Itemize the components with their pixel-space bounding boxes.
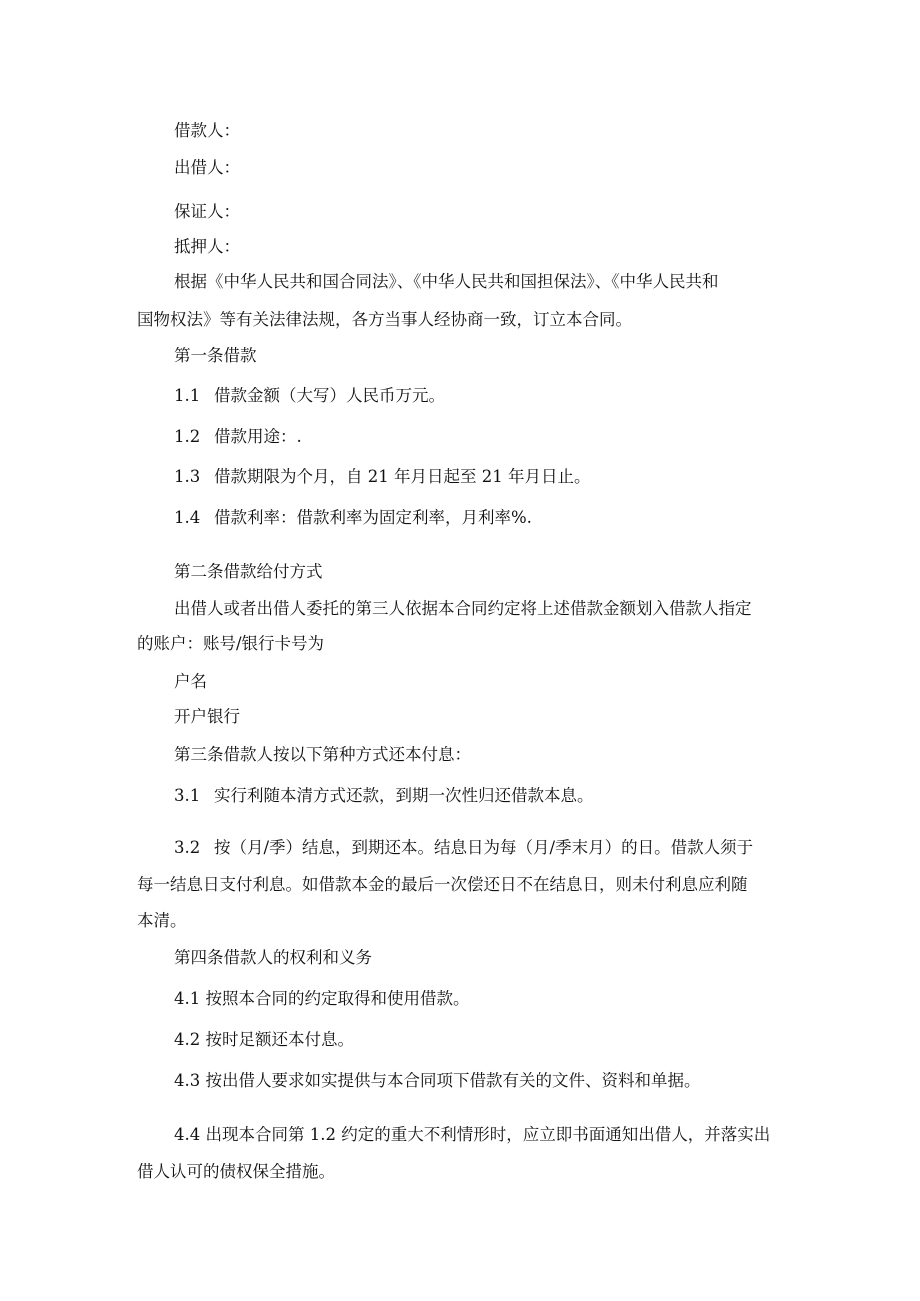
clause-1-2 xyxy=(174,427,302,447)
clause-number: 1.4 xyxy=(174,508,201,527)
clause-1-3 xyxy=(174,467,590,487)
clause-1-4 xyxy=(174,508,532,528)
guarantor-line: 保证人： xyxy=(174,202,240,221)
clause-number: 3.2 xyxy=(174,838,201,857)
clause-1-1 xyxy=(174,386,445,406)
clause-4-4-line-2: 借人认可的债权保全措施。 xyxy=(137,1162,335,1181)
clause-3-1 xyxy=(174,786,594,806)
account-name-line: 户名 xyxy=(174,672,207,691)
clause-text: 借款利率：借款利率为固定利率，月利率%. xyxy=(214,508,532,527)
clause-text: 实行利随本清方式还款，到期一次性归还借款本息。 xyxy=(214,786,594,805)
article-2-title: 第二条借款给付方式 xyxy=(174,562,323,581)
clause-3-2-line-3: 本清。 xyxy=(137,911,187,930)
borrower-line: 借款人： xyxy=(174,121,240,140)
article-2-line-1: 出借人或者出借人委托的第三人依据本合同约定将上述借款金额划入借款人指定 xyxy=(174,599,752,618)
clause-4-3: 4.3 按出借人要求如实提供与本合同项下借款有关的文件、资料和单据。 xyxy=(174,1071,701,1090)
clause-number: 3.1 xyxy=(174,786,201,805)
clause-number: 1.2 xyxy=(174,427,201,446)
clause-number: 1.3 xyxy=(174,467,201,486)
bank-line: 开户银行 xyxy=(174,707,240,726)
clause-number: 1.1 xyxy=(174,386,201,405)
article-3-title: 第三条借款人按以下第种方式还本付息： xyxy=(174,745,471,764)
clause-4-2: 4.2 按时足额还本付息。 xyxy=(174,1030,354,1049)
article-1-title: 第一条借款 xyxy=(174,346,257,365)
preamble-line-1: 根据《中华人民共和国合同法》、《中华人民共和国担保法》、《中华人民共和 xyxy=(174,272,719,291)
clause-4-4: 4.4 出现本合同第 1.2 约定的重大不利情形时，应立即书面通知出借人，并落实出 xyxy=(174,1125,771,1144)
clause-3-2-line-2: 每一结息日支付利息。如借款本金的最后一次偿还日不在结息日，则未付利息应利随 xyxy=(137,875,748,894)
clause-text: 借款期限为个月，自 21 年月日起至 21 年月日止。 xyxy=(214,467,591,486)
preamble-line-2: 国物权法》等有关法律法规，各方当事人经协商一致，订立本合同。 xyxy=(137,310,632,329)
clause-text: 借款用途：. xyxy=(214,427,302,446)
article-2-line-2: 的账户：账号/银行卡号为 xyxy=(137,634,325,653)
mortgagor-line: 抵押人： xyxy=(174,237,240,256)
clause-4-1: 4.1 按照本合同的约定取得和使用借款。 xyxy=(174,989,470,1008)
lender-line: 出借人： xyxy=(174,158,240,177)
clause-text: 按（月/季）结息，到期还本。结息日为每（月/季末月）的日。借款人须于 xyxy=(214,838,754,857)
clause-3-2 xyxy=(174,838,753,858)
article-4-title: 第四条借款人的权利和义务 xyxy=(174,948,372,967)
clause-text: 借款金额（大写）人民币万元。 xyxy=(214,386,445,405)
